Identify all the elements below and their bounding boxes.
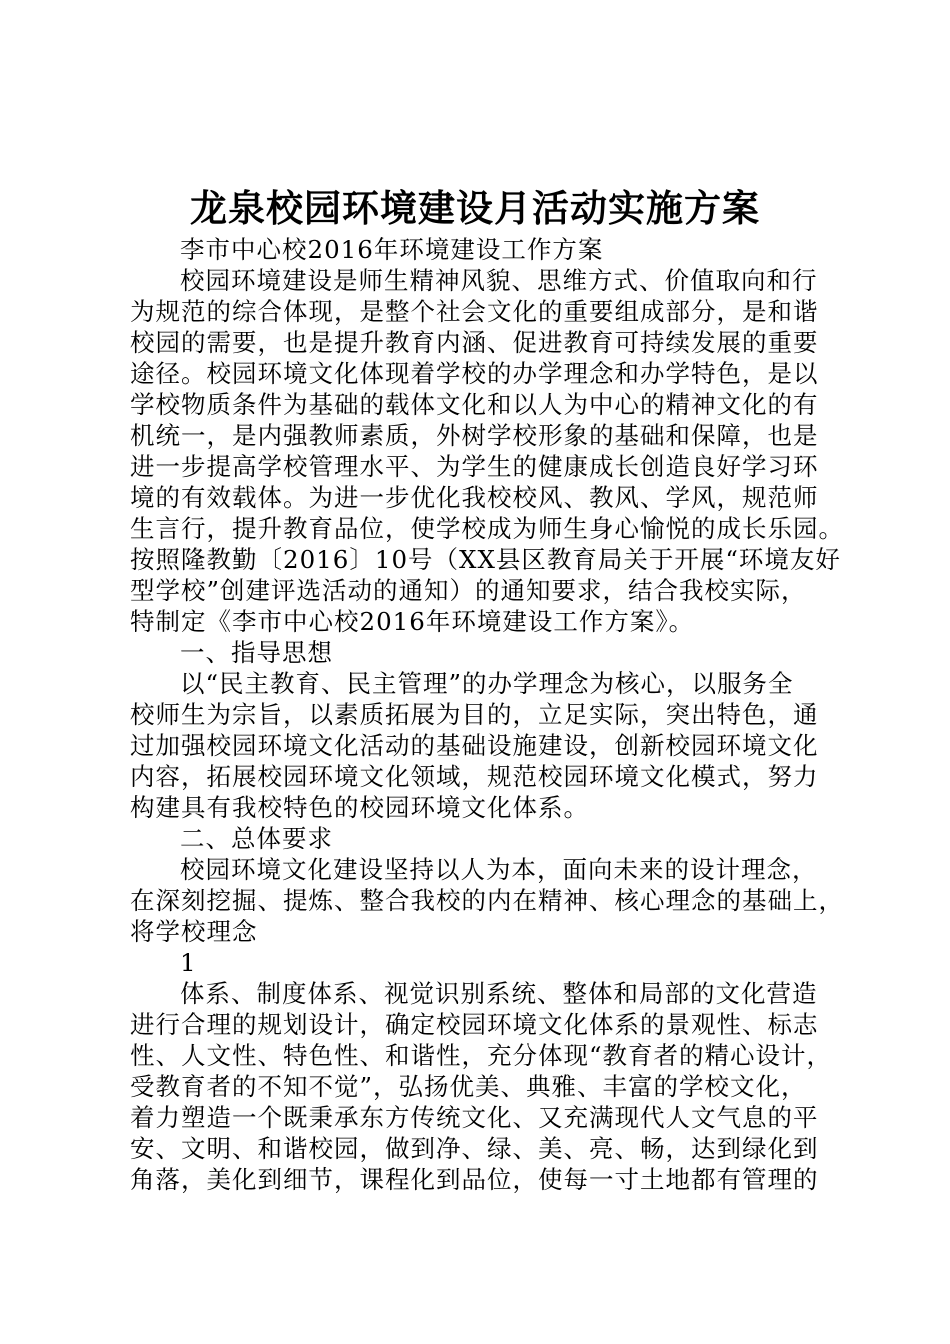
text-line: 按照隆教勤〔2016〕10号（XX县区教育局关于开展“环境友好 [130, 545, 841, 574]
text-line: 受教育者的不知不觉”，弘扬优美、典雅、丰富的学校文化， [130, 1072, 807, 1101]
text-line: 安、文明、和谐校园，做到净、绿、美、亮、畅，达到绿化到 [130, 1134, 819, 1163]
text-line: 在深刻挖掘、提炼、整合我校的内在精神、核心理念的基础上， [130, 886, 844, 915]
text-line: 境的有效载体。为进一步优化我校校风、教风、学风，规范师 [130, 483, 819, 512]
text-line: 机统一，是内强教师素质，外树学校形象的基础和保障，也是 [130, 421, 819, 450]
text-line: 内容，拓展校园环境文化领域，规范校园环境文化模式，努力 [130, 762, 819, 791]
text-line: 进一步提高学校管理水平、为学生的健康成长创造良好学习环 [130, 452, 819, 481]
text-line: 过加强校园环境文化活动的基础设施建设，创新校园环境文化 [130, 731, 819, 760]
text-line: 生言行，提升教育品位，使学校成为师生身心愉悦的成长乐园。 [130, 514, 844, 543]
document-title: 龙泉校园环境建设月活动实施方案 [190, 187, 760, 230]
text-line: 型学校”创建评选活动的通知）的通知要求，结合我校实际， [130, 576, 807, 605]
text-line: 着力塑造一个既秉承东方传统文化、又充满现代人文气息的平 [130, 1103, 819, 1132]
text-line: 学校物质条件为基础的载体文化和以人为中心的精神文化的有 [130, 390, 819, 419]
text-line: 校园环境建设是师生精神风貌、思维方式、价值取向和行 [180, 266, 818, 295]
text-line: 校园的需要，也是提升教育内涵、促进教育可持续发展的重要 [130, 328, 819, 357]
text-line: 校园环境文化建设坚持以人为本，面向未来的设计理念， [180, 855, 818, 884]
text-line: 为规范的综合体现，是整个社会文化的重要组成部分，是和谐 [130, 297, 819, 326]
text-line: 途径。校园环境文化体现着学校的办学理念和办学特色，是以 [130, 359, 819, 388]
text-line: 进行合理的规划设计，确定校园环境文化体系的景观性、标志 [130, 1010, 819, 1039]
text-line: 以“民主教育、民主管理”的办学理念为核心，以服务全 [180, 669, 794, 698]
text-line: 构建具有我校特色的校园环境文化体系。 [130, 793, 589, 822]
text-line: 体系、制度体系、视觉识别系统、整体和局部的文化营造 [180, 979, 818, 1008]
text-line: 性、人文性、特色性、和谐性，充分体现“教育者的精心设计， [130, 1041, 833, 1070]
text-line: 校师生为宗旨，以素质拓展为目的，立足实际，突出特色，通 [130, 700, 819, 729]
section-heading: 一、指导思想 [180, 638, 333, 667]
text-line: 特制定《李市中心校2016年环境建设工作方案》。 [130, 607, 695, 636]
page-number: 1 [180, 948, 197, 977]
section-heading: 二、总体要求 [180, 824, 333, 853]
text-line: 李市中心校2016年环境建设工作方案 [180, 235, 604, 264]
text-line: 角落，美化到细节，课程化到品位，使每一寸土地都有管理的 [130, 1165, 819, 1194]
text-line: 将学校理念 [130, 917, 258, 946]
